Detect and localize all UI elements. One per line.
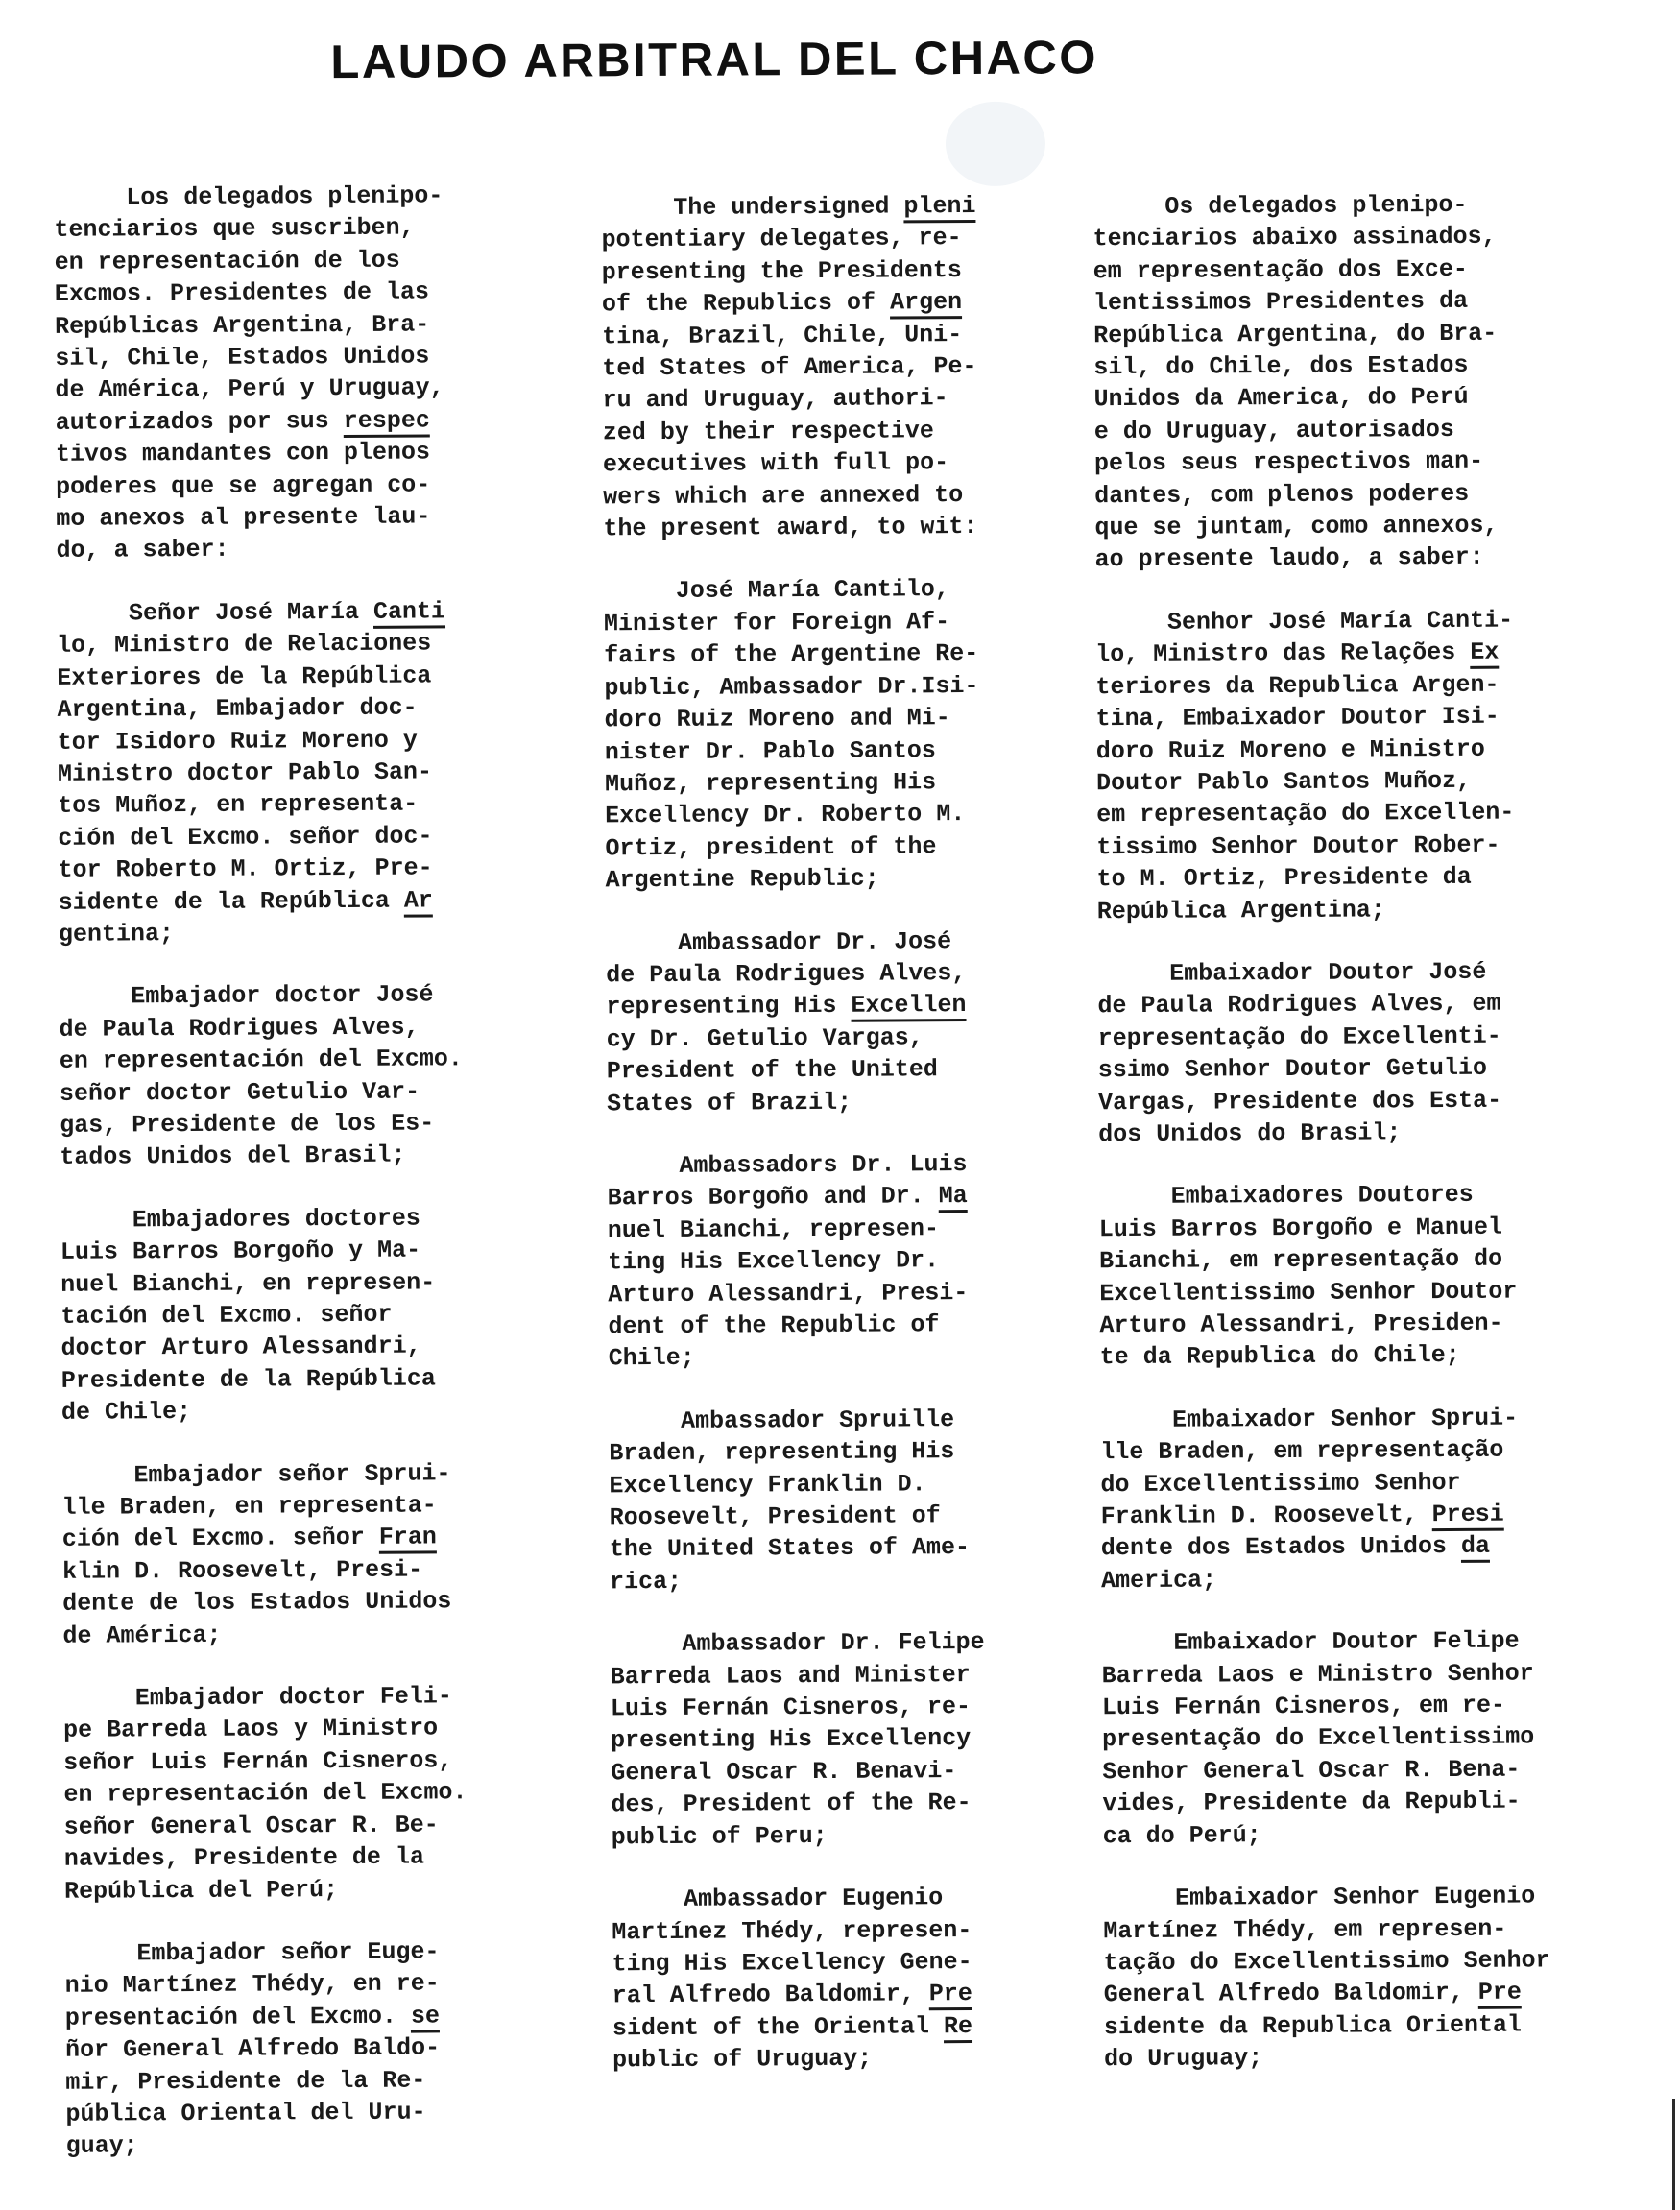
text-line: Ortiz, president of the	[605, 831, 937, 863]
text-line: señor Luis Fernán Cisneros,	[63, 1746, 453, 1777]
text-line: Embajador señor Euge-	[64, 1937, 440, 1968]
underlined-syllable: Excellen	[851, 991, 966, 1022]
paragraph	[609, 1403, 1061, 1597]
text-line: tenciarios abaixo assinados,	[1092, 223, 1497, 253]
text-line: en representación del Excmo.	[59, 1045, 463, 1075]
text-line: Los delegados plenipo-	[54, 181, 444, 212]
text-line: Exteriores de la República	[57, 661, 432, 692]
text-line: de América, Perú y Uruguay,	[55, 373, 444, 405]
text-line: potentiary delegates, re-	[601, 224, 962, 254]
column-english	[601, 189, 1064, 2076]
text-segment: presentación del Excmo.	[64, 2002, 412, 2032]
text-line: executives with full po-	[602, 448, 949, 479]
text-line: Luis Fernán Cisneros, re-	[610, 1693, 972, 1723]
text-line: tissimo Senhor Doutor Rober-	[1096, 830, 1500, 861]
text-segment: lo, Ministro das Relações	[1095, 638, 1471, 669]
text-line: Embajador doctor José	[59, 980, 434, 1012]
text-line: do Uruguay;	[1104, 2044, 1263, 2074]
text-line: de América;	[62, 1621, 222, 1650]
text-line: e do Uruguay, autorisados	[1093, 415, 1454, 446]
underlined-syllable: Re	[944, 2012, 972, 2043]
text-line: Luis Fernán Cisneros, em re-	[1101, 1691, 1506, 1722]
underlined-syllable: Pre	[1478, 1979, 1522, 2009]
text-line: pelos seus respectivos man-	[1093, 447, 1484, 478]
text-line: lentissimos Presidentes da	[1092, 287, 1469, 318]
text-line: dos Unidos do Brasil;	[1098, 1118, 1402, 1149]
text-line: sidente da Republica Oriental	[1103, 2010, 1523, 2041]
text-line: presenting His Excellency	[611, 1724, 972, 1755]
paragraph	[61, 1457, 514, 1652]
text-line: Muñoz, representing His	[604, 768, 937, 799]
text-line: doro Ruiz Moreno and Mi-	[604, 704, 950, 734]
text-line: de Paula Rodrigues Alves,	[606, 958, 967, 990]
text-line: teriores da Republica Argen-	[1095, 670, 1500, 701]
underlined-syllable: respec	[344, 406, 430, 438]
text-line	[602, 286, 1053, 321]
text-line	[606, 989, 1057, 1023]
text-line: public of Peru;	[611, 1821, 828, 1852]
text-line: presenting the Presidents	[601, 255, 962, 287]
text-line	[1095, 636, 1575, 670]
text-line: America;	[1101, 1566, 1217, 1596]
text-line: nio Martínez Thédy, en re-	[64, 1969, 440, 2001]
text-line: en representación de los	[54, 246, 400, 276]
text-line: nuel Bianchi, en represen-	[60, 1268, 436, 1299]
text-segment: ral Alfredo Baldomir,	[612, 1980, 929, 2010]
text-line: doro Ruiz Moreno e Ministro	[1095, 734, 1485, 765]
text-line: wers which are annexed to	[603, 480, 964, 512]
paragraph	[606, 925, 1058, 1119]
text-line: the present award, to wit:	[603, 513, 978, 543]
text-line: guay;	[65, 2131, 138, 2161]
paragraph	[610, 1626, 1062, 1854]
text-line: Barreda Laos e Ministro Senhor	[1101, 1659, 1534, 1690]
text-line: ted States of America, Pe-	[602, 352, 977, 383]
text-line: Embaixador Senhor Sprui-	[1099, 1404, 1519, 1435]
text-line: Unidos da America, do Perú	[1093, 383, 1469, 414]
underlined-syllable: da	[1461, 1532, 1490, 1563]
text-line: Argentine Republic;	[605, 864, 879, 895]
text-line: ao presente laudo, a saber:	[1094, 543, 1484, 574]
text-line: representação do Excellenti-	[1097, 1021, 1501, 1052]
text-line: Ministro doctor Pablo San-	[57, 757, 433, 788]
page-title: LAUDO ARBITRAL DEL CHACO	[330, 32, 1099, 88]
text-segment: representing His	[606, 992, 852, 1021]
text-line	[612, 1978, 1064, 2012]
text-line: Ambassador Dr. Felipe	[610, 1628, 985, 1659]
paragraph	[1095, 604, 1577, 927]
text-line: lle Braden, en representa-	[61, 1491, 437, 1522]
text-line: cy Dr. Getulio Vargas,	[606, 1023, 924, 1054]
underlined-syllable: Pre	[929, 1980, 972, 2010]
text-line: em representação do Excellen-	[1096, 798, 1515, 829]
text-line: Doutor Pablo Santos Muñoz,	[1095, 766, 1472, 798]
text-line: República Argentina;	[1096, 895, 1385, 925]
text-line: tor Roberto M. Ortiz, Pre-	[58, 853, 433, 884]
paragraph	[59, 978, 511, 1173]
text-line: poderes que se agregan co-	[56, 470, 431, 501]
text-line: pública Oriental del Uru-	[65, 2098, 426, 2128]
text-line: presentação do Excellentissimo	[1102, 1722, 1535, 1754]
text-line: vides, Presidente da Republi-	[1102, 1787, 1521, 1818]
text-line: Excellentissimo Senhor Doutor	[1099, 1277, 1518, 1308]
text-line: ru and Uruguay, authori-	[602, 384, 948, 415]
text-segment: ción del Excmo. señor	[61, 1524, 379, 1554]
text-line: Martínez Thédy, represen-	[612, 1915, 972, 1946]
text-segment: Barros Borgoño and Dr.	[607, 1182, 939, 1213]
text-line: nuel Bianchi, represen-	[607, 1214, 940, 1245]
text-line: do, a saber:	[56, 536, 229, 565]
text-line: fairs of the Argentine Re-	[604, 639, 979, 670]
text-line: des, President of the Re-	[611, 1789, 972, 1819]
text-line: tina, Brazil, Chile, Uni-	[602, 320, 963, 350]
text-line: Barreda Laos and Minister	[610, 1660, 971, 1691]
paragraph	[1092, 188, 1574, 576]
text-line: President of the United	[606, 1055, 938, 1086]
underlined-syllable: pleni	[903, 192, 975, 223]
text-line: Minister for Foreign Af-	[603, 608, 950, 638]
text-line: lo, Ministro de Relaciones	[57, 629, 432, 661]
paragraph	[604, 573, 1057, 897]
text-line	[65, 2000, 516, 2034]
text-line: Argentina, Embajador doc-	[57, 693, 418, 724]
text-line: Embaixador Doutor Felipe	[1101, 1626, 1520, 1658]
text-line: zed by their respective	[602, 417, 934, 447]
text-line: tados Unidos del Brasil;	[60, 1141, 406, 1172]
text-segment: dente dos Estados Unidos	[1100, 1532, 1462, 1563]
text-line: Ambassadors Dr. Luis	[607, 1150, 968, 1181]
paragraph	[612, 1882, 1064, 2077]
text-line: Senhor José María Canti-	[1094, 606, 1514, 637]
paragraph	[1103, 1880, 1584, 2075]
paragraph	[1099, 1179, 1580, 1374]
text-line: Chile;	[608, 1344, 695, 1373]
column-spanish	[54, 180, 517, 2163]
text-line: mo anexos al presente lau-	[56, 502, 431, 533]
text-line: tación del Excmo. señor	[60, 1300, 393, 1331]
text-line: Embajador señor Sprui-	[61, 1458, 451, 1490]
paragraph	[60, 1202, 513, 1429]
text-line: Embajador doctor Feli-	[62, 1682, 452, 1713]
paragraph	[63, 1680, 516, 1908]
underlined-syllable: Ma	[939, 1182, 968, 1213]
underlined-syllable: Presi	[1432, 1501, 1504, 1531]
text-line	[62, 1521, 514, 1555]
text-line: de Paula Rodrigues Alves,	[59, 1013, 420, 1044]
text-line	[608, 1180, 1059, 1214]
text-line: Embaixadores Doutores	[1098, 1181, 1474, 1212]
text-line: Excellency Dr. Roberto M.	[605, 800, 966, 830]
underlined-syllable: Fran	[379, 1524, 437, 1554]
text-segment: The undersigned	[601, 192, 904, 223]
paragraph	[57, 595, 510, 950]
text-line: Embaixador Doutor José	[1097, 957, 1487, 989]
text-segment: autorizados por sus	[55, 406, 344, 437]
text-line: mir, Presidente de la Re-	[65, 2066, 426, 2097]
text-line: Embajadores doctores	[60, 1204, 420, 1235]
text-line: dantes, com plenos poderes	[1094, 479, 1470, 510]
text-line: tor Isidoro Ruiz Moreno y	[57, 726, 418, 757]
text-line	[601, 189, 1052, 224]
paragraph	[1100, 1402, 1581, 1597]
text-line: ssimo Senhor Doutor Getulio	[1097, 1053, 1488, 1085]
underlined-syllable: Ex	[1470, 638, 1499, 669]
paragraph	[64, 1935, 516, 2163]
text-line: Excmos. Presidentes de las	[54, 277, 430, 309]
text-line: tivos mandantes con plenos	[55, 438, 431, 469]
text-line: Vargas, Presidente dos Esta-	[1097, 1086, 1502, 1117]
underlined-syllable: Canti	[373, 597, 445, 628]
text-segment: Franklin D. Roosevelt,	[1100, 1501, 1432, 1531]
text-line: Arturo Alessandri, Presiden-	[1099, 1309, 1503, 1340]
text-segment: Señor José María	[56, 597, 374, 628]
text-line: Os delegados plenipo-	[1092, 190, 1468, 222]
text-line: te da Republica do Chile;	[1099, 1341, 1460, 1372]
text-line: José María Cantilo,	[603, 575, 949, 606]
text-line: lle Braden, em representação	[1100, 1435, 1504, 1467]
text-line: ca do Perú;	[1102, 1820, 1261, 1850]
text-line: señor General Oscar R. Be-	[63, 1811, 439, 1841]
text-line: ting His Excellency Gene-	[612, 1947, 972, 1979]
text-line: Embaixador Senhor Eugenio	[1103, 1882, 1536, 1913]
text-line: Luis Barros Borgoño e Manuel	[1098, 1213, 1503, 1243]
text-line: dent of the Republic of	[608, 1310, 940, 1341]
text-line: Roosevelt, President of	[609, 1501, 941, 1532]
scan-edge-line-artifact	[1672, 2099, 1675, 2210]
text-line: public of Uruguay;	[612, 2044, 873, 2075]
paragraph	[601, 189, 1054, 544]
text-line: que se juntam, como annexos,	[1094, 511, 1499, 542]
text-line: tina, Embaixador Doutor Isi-	[1095, 702, 1500, 733]
text-line: de Paula Rodrigues Alves, em	[1097, 989, 1501, 1021]
text-line: to M. Ortiz, Presidente da	[1096, 862, 1472, 894]
text-line: tação do Excellentissimo Senhor	[1103, 1946, 1550, 1978]
underlined-syllable: Ar	[404, 886, 433, 917]
text-line: Ambassador Eugenio	[612, 1884, 944, 1914]
text-line: República Argentina, do Bra-	[1093, 319, 1498, 349]
text-line: public, Ambassador Dr.Isi-	[604, 671, 979, 703]
text-line: navides, Presidente de la	[63, 1842, 424, 1873]
text-line: nister Dr. Pablo Santos	[604, 735, 936, 766]
text-line: States of Brazil;	[606, 1088, 852, 1117]
text-line: doctor Arturo Alessandri,	[60, 1332, 421, 1363]
text-line	[1104, 1976, 1584, 2010]
text-line: señor doctor Getulio Var-	[59, 1077, 420, 1108]
text-line: Ambassador Spruille	[608, 1405, 955, 1436]
text-line: Excellency Franklin D.	[609, 1469, 926, 1500]
text-line: Bianchi, em representação do	[1098, 1244, 1503, 1276]
text-line: ting His Excellency Dr.	[607, 1246, 940, 1277]
text-line: gentina;	[58, 920, 175, 949]
text-line: the United States of Ame-	[609, 1533, 971, 1564]
text-line: de Chile;	[60, 1398, 192, 1428]
text-line	[1101, 1498, 1581, 1532]
text-line: em representação dos Exce-	[1092, 254, 1468, 286]
paragraph	[1101, 1624, 1582, 1852]
paragraph	[607, 1147, 1059, 1375]
text-line: klin D. Roosevelt, Presi-	[61, 1555, 423, 1586]
text-line: República del Perú;	[63, 1875, 339, 1906]
text-segment: sidente de la República	[58, 886, 404, 917]
text-line: Presidente de la República	[60, 1364, 436, 1395]
text-line: Ambassador Dr. José	[605, 926, 952, 957]
text-line: Luis Barros Borgoño y Ma-	[60, 1236, 421, 1267]
text-line	[1101, 1530, 1581, 1565]
text-line: do Excellentissimo Senhor	[1100, 1468, 1461, 1499]
text-line: General Oscar R. Benavi-	[611, 1757, 957, 1788]
text-line	[59, 883, 510, 918]
text-line: sil, Chile, Estados Unidos	[55, 342, 430, 372]
text-line: Braden, representing His	[609, 1437, 955, 1468]
text-segment: sident of the Oriental	[612, 2011, 945, 2043]
text-line	[57, 595, 508, 630]
text-line: Arturo Alessandri, Presi-	[608, 1278, 969, 1309]
text-line: ción del Excmo. señor doc-	[58, 822, 433, 853]
text-segment: General Alfredo Baldomir,	[1103, 1979, 1478, 2009]
text-line: Repúblicas Argentina, Bra-	[55, 310, 430, 341]
underlined-syllable: Argen	[890, 288, 962, 319]
scanner-smudge-artifact	[946, 102, 1046, 187]
text-line: tenciarios que suscriben,	[54, 213, 415, 245]
text-line: en representación del Excmo.	[63, 1778, 468, 1810]
text-line: dente de los Estados Unidos	[62, 1587, 452, 1619]
text-line: sil, do Chile, dos Estados	[1093, 350, 1469, 382]
text-line: Martínez Thédy, em represen-	[1103, 1914, 1507, 1945]
paragraph	[54, 180, 507, 567]
text-segment: of the Republics of	[601, 288, 891, 319]
column-portuguese	[1092, 188, 1584, 2076]
text-line: Senhor General Oscar R. Bena-	[1102, 1755, 1521, 1787]
text-line: tos Muñoz, en representa-	[58, 789, 419, 821]
text-line: pe Barreda Laos y Ministro	[62, 1714, 439, 1745]
underlined-syllable: se	[411, 2002, 440, 2032]
text-line	[612, 2009, 1064, 2044]
text-line: ñor General Alfredo Baldo-	[64, 2033, 441, 2064]
text-line	[56, 404, 507, 439]
paragraph	[1097, 955, 1578, 1150]
text-line: rica;	[610, 1567, 683, 1597]
text-line: gas, Presidente de los Es-	[60, 1109, 435, 1140]
